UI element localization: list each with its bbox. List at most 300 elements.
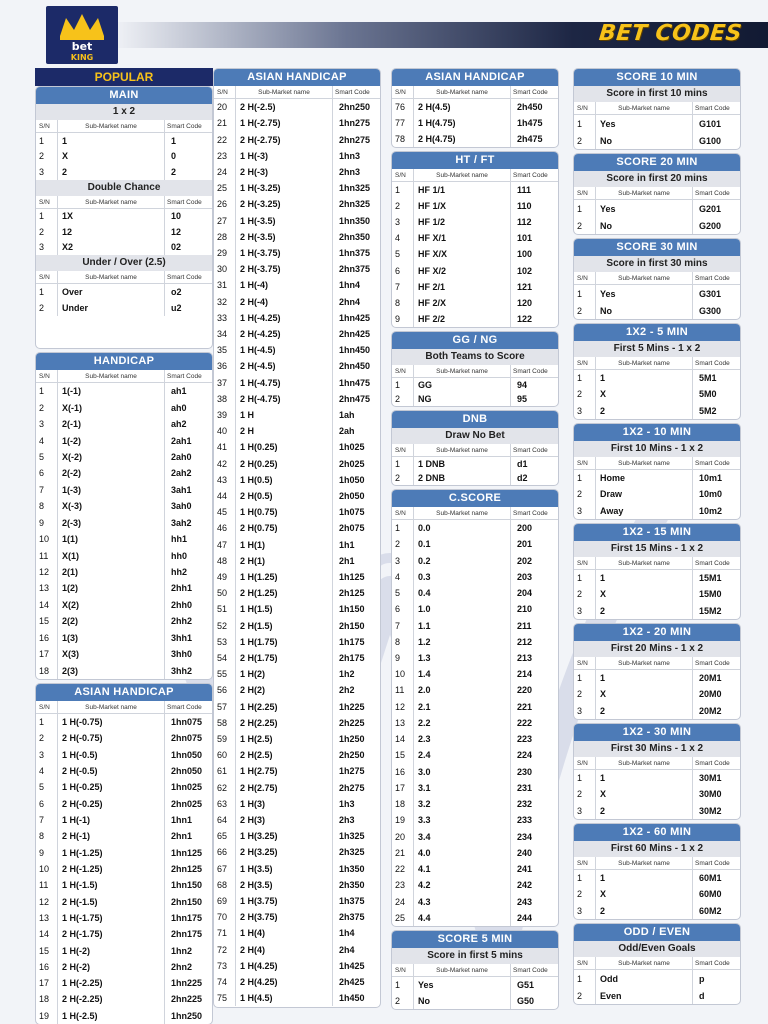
table-row (214, 180, 380, 196)
section-title: 1X2 - 15 MIN (574, 524, 740, 541)
section-subtitle: Score in first 10 mins (574, 86, 740, 102)
row-market-name: 1 H(-3) (240, 150, 269, 161)
table-header-row (574, 102, 740, 115)
row-smart-code: 110 (510, 198, 558, 214)
row-sn: 49 (214, 569, 236, 585)
section-title: 1X2 - 10 MIN (574, 424, 740, 441)
logo-text-top: bet (71, 40, 93, 53)
row-smart-code: 200 (510, 520, 558, 536)
table-row (36, 224, 212, 240)
section-subtitle: Score in first 20 mins (574, 171, 740, 187)
row-smart-code: 101 (510, 230, 558, 246)
table-row (36, 531, 212, 547)
row-smart-code: 1h1 (332, 536, 380, 552)
table-header-row (392, 169, 558, 182)
row-market-name: 2(2) (62, 616, 79, 627)
row-market-name: 1 H(-0.5) (62, 749, 98, 760)
row-sn: 55 (214, 666, 236, 682)
table-row (214, 229, 380, 245)
row-smart-code: ah0 (164, 399, 212, 415)
row-smart-code: 1hn425 (332, 310, 380, 326)
table-row (392, 977, 558, 993)
table-row (214, 682, 380, 698)
row-market-name: Draw (600, 489, 623, 500)
table-row (214, 358, 380, 374)
row-sn: 10 (392, 666, 414, 682)
table-row (214, 293, 380, 309)
table-row (392, 910, 558, 926)
row-smart-code: 2hh1 (164, 580, 212, 596)
row-market-name: 1 (600, 873, 606, 884)
row-market-name: 1 H(0.5) (240, 474, 273, 485)
row-sn: 62 (214, 780, 236, 796)
row-sn: 2 (574, 386, 596, 402)
section-title: 1X2 - 60 MIN (574, 824, 740, 841)
col-code-header: Smart Code (164, 196, 212, 208)
table-row (36, 449, 212, 465)
row-sn: 3 (36, 416, 58, 432)
row-sn: 3 (574, 703, 596, 719)
market-section (391, 930, 559, 1010)
table-row (392, 764, 558, 780)
row-sn: 70 (214, 909, 236, 925)
row-smart-code: 2hn250 (332, 99, 380, 115)
row-smart-code: 2 (164, 164, 212, 180)
row-smart-code: 1h125 (332, 569, 380, 585)
table-row (392, 182, 558, 198)
row-smart-code: G201 (692, 200, 740, 217)
section-subtitle: 1 x 2 (36, 104, 212, 120)
market-section (391, 410, 559, 486)
row-market-name: 3.0 (418, 766, 431, 777)
row-smart-code: 1h050 (332, 472, 380, 488)
row-smart-code: 1hn2 (164, 942, 212, 958)
table-row (392, 682, 558, 698)
row-smart-code: 1hn1 (164, 812, 212, 828)
row-market-name: 2 H(-2.75) (240, 134, 281, 145)
row-market-name: 2 H(2.25) (240, 717, 278, 728)
row-sn: 77 (392, 115, 414, 131)
row-market-name: 2 H(3.25) (240, 847, 278, 858)
market-section (35, 683, 213, 1024)
row-sn: 4 (36, 432, 58, 448)
col-sn-header: S/N (574, 187, 596, 199)
col-name-header: Sub-Market name (436, 368, 488, 375)
table-row (214, 326, 380, 342)
table-row (214, 796, 380, 812)
row-market-name: 1 H(2.5) (240, 734, 273, 745)
row-market-name: 2 H(0.5) (240, 490, 273, 501)
col-sn-header: S/N (36, 701, 58, 713)
row-smart-code: 1h150 (332, 601, 380, 617)
row-smart-code: 1hn350 (332, 212, 380, 228)
row-sn: 16 (36, 630, 58, 646)
row-market-name: 1 H(2.25) (240, 701, 278, 712)
row-smart-code: 1hn275 (332, 115, 380, 131)
row-market-name: 2 H(-0.5) (62, 766, 98, 777)
row-sn: 18 (36, 662, 58, 678)
table-header-row (574, 187, 740, 200)
market-section (391, 68, 559, 148)
row-smart-code: 2h2 (332, 682, 380, 698)
col-sn-header: S/N (392, 964, 414, 976)
row-sn: 19 (392, 812, 414, 828)
row-market-name: No (600, 305, 612, 316)
col-code-header: Smart Code (692, 557, 740, 569)
row-sn: 6 (392, 263, 414, 279)
section-subtitle: First 5 Mins - 1 x 2 (574, 341, 740, 357)
col-code-header: Smart Code (692, 657, 740, 669)
col-sn-header: S/N (574, 657, 596, 669)
row-smart-code: 2ah (332, 423, 380, 439)
row-market-name: 0.0 (418, 523, 431, 534)
table-row (574, 903, 740, 919)
row-market-name: 1(3) (62, 632, 79, 643)
row-market-name: Yes (600, 288, 616, 299)
table-row (36, 547, 212, 563)
row-market-name: 1 H(1.25) (240, 571, 278, 582)
table-row (574, 686, 740, 702)
row-sn: 73 (214, 958, 236, 974)
row-market-name: 3.4 (418, 831, 431, 842)
row-market-name: 2 H(2.5) (240, 750, 273, 761)
row-smart-code: u2 (164, 300, 212, 316)
table-row (214, 553, 380, 569)
row-sn: 2 (392, 536, 414, 552)
row-market-name: 1 H(1) (240, 539, 266, 550)
table-row (574, 603, 740, 619)
row-market-name: 2 H(1) (240, 555, 266, 566)
row-sn: 2 (392, 471, 414, 485)
table-row (36, 432, 212, 448)
row-sn: 2 (574, 217, 596, 234)
table-row (36, 991, 212, 1007)
row-market-name: 2 H(-4.75) (240, 393, 281, 404)
table-header-row (36, 196, 212, 209)
row-market-name: 2 H(-1.25) (62, 863, 103, 874)
row-sn: 8 (36, 498, 58, 514)
table-row (214, 844, 380, 860)
row-smart-code: 5M1 (692, 370, 740, 386)
row-market-name: 1.2 (418, 636, 431, 647)
table-row (36, 482, 212, 498)
table-row (574, 886, 740, 902)
row-sn: 36 (214, 358, 236, 374)
row-market-name: 0.1 (418, 539, 431, 550)
table-row (574, 403, 740, 419)
market-section (391, 489, 559, 927)
row-sn: 12 (36, 564, 58, 580)
col-code-header: Smart Code (164, 271, 212, 283)
row-smart-code: 213 (510, 650, 558, 666)
table-row (214, 715, 380, 731)
row-market-name: 1(-1) (62, 386, 82, 397)
row-sn: 63 (214, 796, 236, 812)
row-sn: 20 (214, 99, 236, 115)
row-smart-code: 1h275 (332, 763, 380, 779)
table-row (214, 374, 380, 390)
row-sn: 2 (36, 224, 58, 240)
row-market-name: 1 H(4.25) (240, 960, 278, 971)
table-row (214, 245, 380, 261)
col-code-header: Smart Code (692, 457, 740, 469)
row-market-name: 3.3 (418, 815, 431, 826)
row-sn: 20 (392, 828, 414, 844)
market-section (573, 323, 741, 420)
row-smart-code: 20M1 (692, 670, 740, 686)
row-market-name: 1 H(4.5) (240, 993, 273, 1004)
table-row (392, 131, 558, 147)
row-market-name: 2 H (240, 426, 255, 437)
row-market-name: 2 H(4.5) (418, 102, 451, 112)
row-market-name: HF 1/1 (418, 185, 446, 196)
table-row (214, 148, 380, 164)
row-market-name: 0.2 (418, 555, 431, 566)
row-smart-code: 2h125 (332, 585, 380, 601)
row-sn: 38 (214, 391, 236, 407)
row-smart-code: 1hn3 (332, 148, 380, 164)
row-smart-code: 2hn450 (332, 358, 380, 374)
table-row (574, 570, 740, 586)
row-sn: 17 (36, 646, 58, 662)
col-name-header: Sub-Market name (436, 447, 488, 454)
row-smart-code: G301 (692, 285, 740, 302)
table-row (214, 391, 380, 407)
row-smart-code: 2h475 (510, 131, 558, 147)
col-sn-header: S/N (36, 370, 58, 382)
col-code-header: Smart Code (692, 357, 740, 369)
section-subtitle: First 20 Mins - 1 x 2 (574, 641, 740, 657)
col-sn-header: S/N (574, 557, 596, 569)
row-market-name: 2 H(4) (240, 944, 266, 955)
row-sn: 2 (574, 786, 596, 802)
table-header-row (36, 370, 212, 383)
row-smart-code: 2h175 (332, 650, 380, 666)
table-row (36, 812, 212, 828)
row-sn: 64 (214, 812, 236, 828)
col-name-header: Sub-Market name (85, 704, 137, 711)
row-smart-code: 2hn1 (164, 828, 212, 844)
col-sn-header: S/N (36, 120, 58, 132)
row-smart-code: 222 (510, 715, 558, 731)
table-row (392, 552, 558, 568)
row-market-name: 2 H(-3.25) (240, 199, 281, 210)
table-row (36, 416, 212, 432)
table-row (214, 942, 380, 958)
row-sn: 2 (574, 686, 596, 702)
row-market-name: 2(-3) (62, 517, 82, 528)
row-sn: 10 (36, 861, 58, 877)
table-row (214, 131, 380, 147)
row-market-name: HF 2/2 (418, 313, 446, 324)
row-sn: 3 (574, 603, 596, 619)
table-row (36, 942, 212, 958)
row-market-name: 1 (600, 773, 606, 784)
table-row (574, 470, 740, 486)
row-market-name: X(3) (62, 649, 80, 660)
row-sn: 16 (392, 764, 414, 780)
row-market-name: 2 (600, 805, 606, 816)
table-row (214, 634, 380, 650)
row-smart-code: 1h250 (332, 731, 380, 747)
row-market-name: 1 H(-2) (62, 945, 91, 956)
row-smart-code: 60M2 (692, 903, 740, 919)
table-header-row (36, 271, 212, 284)
table-row (392, 311, 558, 327)
row-market-name: 1X (62, 211, 74, 222)
row-market-name: 2 H(3.75) (240, 912, 278, 923)
row-sn: 5 (36, 449, 58, 465)
col-code-header: Smart Code (510, 86, 558, 98)
row-smart-code: 1hn475 (332, 374, 380, 390)
col-sn-header: S/N (36, 196, 58, 208)
row-market-name: X (600, 789, 607, 800)
row-sn: 56 (214, 682, 236, 698)
table-row (36, 662, 212, 678)
row-sn: 14 (36, 926, 58, 942)
row-sn: 4 (36, 763, 58, 779)
col-name-header: Sub-Market name (618, 460, 670, 467)
row-smart-code: 230 (510, 764, 558, 780)
col-sn-header: S/N (574, 457, 596, 469)
table-header-row (392, 444, 558, 457)
col-name-header: Sub-Market name (618, 275, 670, 282)
column-3 (391, 68, 559, 1013)
table-header-row (574, 457, 740, 470)
row-market-name: 2 (62, 166, 68, 177)
table-row (392, 666, 558, 682)
row-smart-code: 2h275 (332, 780, 380, 796)
table-row (36, 580, 212, 596)
row-smart-code: 2hn150 (164, 893, 212, 909)
row-smart-code: 240 (510, 845, 558, 861)
table-row (214, 99, 380, 115)
row-market-name: X (62, 151, 69, 162)
market-section (573, 923, 741, 1005)
row-smart-code: 224 (510, 747, 558, 763)
row-sn: 46 (214, 520, 236, 536)
market-section (35, 352, 213, 680)
row-smart-code: 94 (510, 378, 558, 392)
row-smart-code: 1hn025 (164, 779, 212, 795)
row-smart-code: 1hn175 (164, 910, 212, 926)
table-row (36, 910, 212, 926)
table-row (392, 731, 558, 747)
row-sn: 51 (214, 601, 236, 617)
row-smart-code: 2h375 (332, 909, 380, 925)
table-row (574, 670, 740, 686)
row-sn: 47 (214, 536, 236, 552)
table-row (574, 132, 740, 149)
table-row (392, 295, 558, 311)
row-market-name: 1 H(3.25) (240, 831, 278, 842)
row-sn: 7 (36, 482, 58, 498)
col-code-header: Smart Code (164, 370, 212, 382)
col-sn-header: S/N (574, 857, 596, 869)
table-row (214, 861, 380, 877)
row-smart-code: 20M2 (692, 703, 740, 719)
table-row (36, 763, 212, 779)
table-row (214, 958, 380, 974)
row-market-name: 1 H(1.5) (240, 604, 273, 615)
market-section (573, 153, 741, 235)
row-market-name: 3.2 (418, 799, 431, 810)
row-smart-code: 100 (510, 246, 558, 262)
market-section (573, 723, 741, 820)
col-code-header: Smart Code (164, 120, 212, 132)
row-market-name: HF X/X (418, 249, 448, 260)
row-market-name: X(2) (62, 599, 80, 610)
section-subtitle: Under / Over (2.5) (36, 255, 212, 271)
section-title: 1X2 - 5 MIN (574, 324, 740, 341)
table-row (392, 230, 558, 246)
table-row (574, 217, 740, 234)
section-title: ASIAN HANDICAP (214, 69, 380, 86)
table-row (392, 457, 558, 471)
row-sn: 3 (574, 403, 596, 419)
row-smart-code: 10m2 (692, 503, 740, 519)
row-market-name: 4.3 (418, 896, 431, 907)
row-market-name: 1 H(-3.75) (240, 247, 281, 258)
row-smart-code: 15M0 (692, 586, 740, 602)
section-subtitle: First 10 Mins - 1 x 2 (574, 441, 740, 457)
row-sn: 53 (214, 634, 236, 650)
table-row (574, 115, 740, 132)
row-market-name: Yes (600, 203, 616, 214)
row-market-name: 2 H(-2.25) (62, 994, 103, 1005)
table-row (214, 439, 380, 455)
col-sn-header: S/N (214, 86, 236, 98)
col-sn-header: S/N (574, 357, 596, 369)
col-sn-header: S/N (392, 169, 414, 181)
row-sn: 4 (392, 230, 414, 246)
row-market-name: 1 (600, 573, 606, 584)
row-smart-code: 214 (510, 666, 558, 682)
col-sn-header: S/N (392, 86, 414, 98)
row-market-name: 2 H(-0.25) (62, 798, 103, 809)
row-sn: 2 (574, 987, 596, 1004)
col-code-header: Smart Code (510, 365, 558, 377)
row-smart-code: 2h4 (332, 942, 380, 958)
table-row (214, 990, 380, 1006)
table-row (214, 472, 380, 488)
row-sn: 32 (214, 293, 236, 309)
row-sn: 52 (214, 618, 236, 634)
col-name-header: Sub-Market name (618, 660, 670, 667)
market-section (573, 523, 741, 620)
row-sn: 1 (392, 520, 414, 536)
row-sn: 50 (214, 585, 236, 601)
row-smart-code: G200 (692, 217, 740, 234)
table-row (574, 770, 740, 786)
row-smart-code: 243 (510, 893, 558, 909)
row-market-name: 2.3 (418, 734, 431, 745)
row-sn: 13 (392, 715, 414, 731)
table-row (214, 569, 380, 585)
row-market-name: 1(1) (62, 534, 79, 545)
table-row (392, 796, 558, 812)
row-market-name: 1 H(0.75) (240, 507, 278, 518)
table-row (36, 515, 212, 531)
col-name-header: Sub-Market name (85, 198, 137, 206)
row-smart-code: 2h250 (332, 747, 380, 763)
row-smart-code: 3ah1 (164, 482, 212, 498)
col-sn-header: S/N (36, 271, 58, 283)
market-section (573, 823, 741, 920)
row-smart-code: 102 (510, 263, 558, 279)
row-sn: 6 (36, 465, 58, 481)
row-market-name: X(-2) (62, 451, 82, 462)
